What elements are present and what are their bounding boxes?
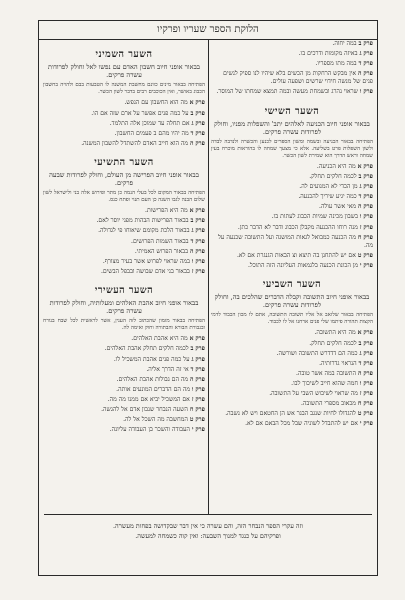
chapter-number: ב [358,173,362,181]
section-title: השער השישי [264,105,320,117]
chapter-text: מכאוב מספרי התשובה. [300,400,356,408]
chapter-item [43,130,205,138]
chapter-text: על כמה פנים אפשר על ארם שזה אם הו. [91,109,189,117]
chapter-list [43,99,205,147]
chapter-text: להגדולו לחיות שנגב הבגר אש הן החטאם ויש לא נשבה. [225,410,356,418]
chapter-list [43,207,205,276]
chapter-number: ז [191,395,194,403]
chapter-text: לכמה חלקים תחלק. [309,339,357,347]
section-intro: הפתיחה בבאור שלזאב אל אליו תשובה התשובה, אתם לו מכון הכבוד לדמי הקצות תהורה פיתמו שלי פנים ארחנו אל לו לכבוד. [211,312,373,326]
chapter-item [211,262,373,270]
chapter-text: לכמה חלקים תחלק. [309,173,357,181]
chapter-number: א [189,99,194,107]
chapter-item [43,396,205,404]
chapter-text: בבאור בני אדם שבושה ובבפל הבשים. [100,267,190,275]
chapter-number: ה [189,247,194,255]
chapter-label: פרק [195,345,205,353]
chapter-text: מה הוא החשבון עם הנפש. [124,99,188,107]
chapter-text: בבאור הפרישות הבהות מפני יוסר לאם. [96,217,189,225]
chapter-label: פרק [363,261,373,269]
chapter-label: פרק [363,339,373,347]
chapter-item [211,410,373,418]
chapter-label: פרק [363,40,373,47]
chapter-label: פרק [363,251,373,259]
chapter-label: פרק [363,420,373,428]
section-subtitle: בבאור אופני חיוב חשבון האדם עם נפשו לאל וחולק לפרודות עשרה פרקים. [48,63,200,80]
chapter-label: פרק [363,50,373,58]
chapter-item [43,217,205,225]
chapter-item [211,60,373,68]
chapter-item [211,173,373,181]
chapter-number: א [189,207,194,215]
chapter-number: ז [191,267,194,275]
chapter-text: מה הם גבולות אהבת האלהים. [116,375,189,383]
section-intro: הפתיחה בבאור המקום לכל בעלי הנמה כן מתר ופירוש אלה בני ולישראל לשון שלום הבנה לגבו השנה כן העם תנוי ופתח כנס. [43,190,205,204]
chapter-item [211,420,373,428]
chapter-number: ד [190,129,194,137]
chapter-text: מה שראוי לשיבוש השבי על התשובה. [269,389,358,397]
chapter-label: פרק [363,389,373,397]
chapter-item [211,252,373,260]
chapter-item [211,193,373,201]
footer-line: וזה עקרי הספר הנבחר הזה, והם עשרה כי אין דבר שבקדושה בפחות מעשרה. [113,522,303,530]
chapter-text: אין מבקש הרחקות מן הכשים בלא שיהיו לנו ספיק לנשים פנים של מנשה חידוי שרשים ושפעה עולים. [223,70,373,86]
chapter-label: פרק [195,217,205,225]
chapter-label: פרק [195,99,205,107]
chapter-label: פרק [363,183,373,191]
chapter-item [211,70,373,86]
chapter-label: פרק [195,395,205,403]
section-title: השער התשיעי [94,156,154,168]
chapter-label: פרק [195,385,205,393]
section-seventh [211,278,373,428]
chapter-item [211,213,373,221]
section-subtitle: בבאור אופני חיוב התשובה וקבלה הדברים שהלכים בה, וחולק לפרודות עשרה פרקים. [214,293,370,310]
chapter-item [211,88,373,96]
chapter-item [43,238,205,246]
chapter-number: ב [190,345,194,353]
chapter-item [211,183,373,191]
chapter-text: מה הכנעה כמבואל לגאות המושגה ועל התשובה שכנעה על מה. [218,233,373,249]
chapter-label: פרק [363,400,373,408]
chapter-item [211,329,373,337]
chapter-item [43,335,205,343]
chapter-item [211,163,373,171]
chapter-number: ו [191,385,194,393]
chapter-item [43,99,205,107]
chapter-item [211,203,373,211]
chapter-item [211,50,373,58]
chapter-text: על כמה פנים אהבת המשכיל לו. [113,355,190,363]
chapter-label: פרק [363,173,373,181]
section-title: השער העשירי [94,284,154,296]
chapter-label: פרק [363,349,373,357]
chapter-text: בבאור הפרוש האמיתי. [134,247,189,255]
chapter-text: אם יש להתבדל לשוניה שבל מכל הבאם אם לא. [245,420,358,428]
chapter-text: הנראוי גדרותיה. [319,359,357,367]
chapter-text: מנה רוחו ההכנעה מקבלן הכבוג ודבר לא הדבר כתן. [237,223,358,231]
chapter-text: בשבון מכינה שמיות הכבוג לעתות בו. [271,213,358,221]
section-tenth [43,284,205,434]
chapter-text: אי זה הדרך אליה. [146,365,189,373]
chapter-label: פרק [195,355,205,363]
chapter-text: מה הוא חייב האדם להשתדל להשבון המשנה. [81,139,189,147]
section-sixth [211,105,373,270]
chapter-label: פרק [195,139,205,147]
chapter-number: י [191,426,194,434]
chapter-item [43,248,205,256]
chapter-label: פרק [363,162,373,170]
chapter-number: ט [357,251,362,259]
chapter-text: מה היא הכניעה. [316,162,356,170]
chapter-item [211,340,373,348]
chapter-number: ז [359,223,362,231]
chapter-number: ב [358,40,362,47]
chapter-label: פרק [195,109,205,117]
chapter-item [43,268,205,276]
chapter-text: התשובה במה אשר טובה. [296,369,357,377]
chapter-item [43,366,205,374]
chapter-label: פרק [195,129,205,137]
chapter-text: המחשבה מה השכל אל לה. [123,416,188,424]
chapter-number: ג [191,119,194,127]
chapter-label: פרק [195,207,205,215]
chapter-item [43,140,205,148]
chapter-label: פרק [195,267,205,275]
chapter-text: מה הם הדברים המונעים אותה. [116,385,190,393]
chapter-label: פרק [363,329,373,337]
chapter-text: מן הכדי לא המנועים לה. [299,183,358,191]
chapter-text: אם המשכיל יביא אם ממנו מה מה. [107,395,190,403]
chapter-label: פרק [195,406,205,413]
left-column [43,40,205,514]
chapter-number: ד [190,365,194,373]
chapter-number: ז [359,389,362,397]
chapter-number: ד [358,359,362,367]
chapter-label: פרק [195,257,205,265]
chapter-label: פרק [363,88,373,96]
chapter-label: פרק [363,203,373,211]
chapter-text: מאי אשר עולה. [319,203,357,211]
page-title: הלוקת הספר שעריו ופרקיו [38,20,378,40]
chapter-text: במה מתו מספריו. [315,60,357,68]
chapter-number: א [357,329,362,337]
chapter-item [43,426,205,434]
chapter-item [43,386,205,394]
chapter-item [43,356,205,364]
chapter-number: ח [357,233,362,241]
chapter-number: ג [191,227,194,235]
chapter-label: פרק [195,247,205,255]
chapter-number: ג [191,355,194,363]
chapter-label: פרק [195,237,205,245]
chapter-number: ד [358,193,362,201]
chapter-text: חמה שהוא חייב לשיכוך לבו. [291,379,358,387]
section-intro: הפתיחה בבאור מינים כוונם מחשבת המשנה לו הטבעות בבם ולהויה בחשבון הכבוג באושר, ואין הכוכבים רבים בדבר לשון הכשר. [43,82,205,96]
chapter-number: י [359,420,362,428]
chapter-label: פרק [363,233,373,241]
section-subtitle: בבאור אופני חיוב הפרישה מן העולם, וחולק לפרודות שבעה פרקים. [49,170,199,188]
chapter-text: מה היא התשובה. [314,329,356,337]
chapter-item [43,227,205,235]
chapter-label: פרק [363,193,373,201]
section-title: השער השביעי [262,279,322,290]
chapter-item [211,360,373,368]
chapter-text: בבאור הלכת מקומם שיאוחו פי לגדולה. [98,227,190,235]
chapter-label: פרק [195,119,205,127]
chapter-label: פרק [195,365,205,373]
chapter-text: בבאור השמות הפרושים. [131,237,189,245]
section-ninth [43,156,205,276]
chapter-number: א [189,335,194,343]
footer-line: ופרקיהם על כנגד למנוך השבעה: ואין קוה כשמחה למעשה. [135,532,281,540]
chapter-number: ד [190,237,194,245]
chapter-item [43,120,205,128]
chapter-label: פרק [363,359,373,367]
chapter-item [211,224,373,232]
column-divider [208,40,209,514]
chapter-number: ה [357,369,362,377]
chapter-item [211,40,373,48]
chapter-number: ח [189,406,194,413]
chapter-item [43,376,205,384]
chapter-item [211,380,373,388]
chapter-item [43,207,205,215]
section-intro: הפתיחה בבאור מזמון שהכתוב לזה הענין, אשר לראשית לכל שבח בנורח ובגבורת הבורא והבתורה וחוק ואימה לה. [43,318,205,332]
chapter-number: י [359,261,362,269]
chapter-list-top [211,40,373,97]
chapter-item [43,258,205,266]
chapter-text: אם תחלה עד שמוכן אלה התלמד. [109,119,190,127]
chapter-number: ה [357,203,362,211]
chapter-item [43,406,205,414]
chapter-number: ט [189,416,194,424]
chapter-text: מה היא הפרישות. [145,207,188,215]
section-eighth [43,48,205,148]
chapter-label: פרק [195,335,205,343]
chapter-text: במה יחוה. [332,40,357,47]
chapter-item [43,345,205,353]
chapter-number: ד [358,60,362,68]
chapter-text: כמה יגיע שיריך להכנעה. [298,193,357,201]
chapter-item [211,234,373,250]
chapter-number: א [357,162,362,170]
chapter-number: ג [359,183,362,191]
section-intro: הפתיחה בבאור הכניעה ובשמה ומשון הספרים לכנען והכשרה ולנדבה לבדה ולשון השפלות פרט בשליעה. אלא כי מצעך שמחה לו בהוראות מוכרח בעין שמחה וראש הדרך הוא שמירת לשון הכשר. [211,138,373,159]
chapter-number: ט [357,410,362,418]
chapter-item [43,110,205,118]
chapter-text: מה יהיו מהם ב פעמים החשבון. [114,129,189,137]
chapter-text: מה היא אהבת האלהים. [131,335,188,343]
chapter-list [211,163,373,270]
chapter-label: פרק [195,227,205,235]
chapter-item [211,390,373,398]
chapter-label: פרק [363,410,373,418]
chapter-list [43,335,205,434]
chapter-text: העבודה והשכר בן העבודה עליונה. [109,426,190,434]
chapter-text: השעה הנבחר שנבון אדם אל להגשה. [101,406,188,413]
chapter-number: ה [189,375,194,383]
chapter-number: ח [357,400,362,408]
chapter-label: פרק [195,416,205,424]
chapter-label: פרק [363,213,373,221]
chapter-number: ה [189,139,194,147]
chapter-number: ה [357,70,362,78]
chapter-number: ו [191,257,194,265]
chapter-item [211,370,373,378]
chapter-number: ו [359,379,362,387]
chapter-number: ב [358,339,362,347]
chapter-number: ו [359,213,362,221]
chapter-item [211,350,373,358]
right-column [211,40,373,514]
chapter-label: פרק [363,60,373,68]
chapter-number: ב [190,217,194,225]
chapter-text: לכמה חלקים תחלק אהבת האלהים. [104,345,189,353]
chapter-text: במה שראוי לפרוש אשר בעיר מצורף. [102,257,190,265]
chapter-text: שראוי נהרג ובשמחת מעשה ובמה תמצא שמחתו של המוסר. [216,88,358,96]
section-subtitle: בבאור אופני חיוב הכניעה לאלהים יתב' והשפלות מפניו, וחולק לפרודות עשרה פרקים. [214,119,370,136]
chapter-label: פרק [363,379,373,387]
chapter-number: ב [190,109,194,117]
page-footer [44,514,372,574]
chapter-item [211,400,373,408]
chapter-list [211,329,373,428]
chapter-text: מן הכונת הכנעה בלגמאות העליונה הזה התוכל. [247,261,358,269]
chapter-text: כמה הם דדדרש התשובה ושורשה. [276,349,358,357]
chapter-label: פרק [363,369,373,377]
chapter-label: פרק [195,426,205,434]
chapter-text: אם יש להתחנן בה תיצא וצ הבאות הגנגרת אם לא. [236,251,356,259]
chapter-text: באיזה מקומות ודרכים בו. [298,50,358,58]
chapter-number: ג [359,50,362,58]
chapter-label: פרק [363,223,373,231]
section-title: השער השמיני [95,49,153,60]
chapter-number: ו [359,88,362,96]
chapter-number: ג [359,349,362,357]
chapter-label: פרק [363,70,373,78]
chapter-item [43,416,205,424]
chapter-label: פרק [195,375,205,383]
section-subtitle: בבאור אופני חיוב אהבת האלהים ומעלותיה, וחולק לפרודות עשרה פרקים. [49,298,199,316]
